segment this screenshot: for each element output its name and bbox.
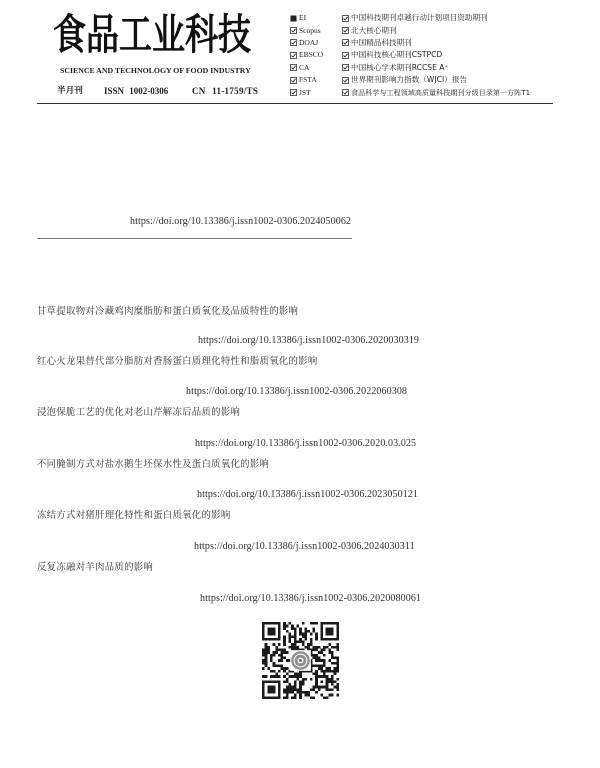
index-item [342, 74, 530, 86]
related-article-title: 甘草提取物对冷藏鸡肉糜脂肪和蛋白质氧化及品质特性的影响 [37, 306, 299, 317]
checked-box-icon [342, 15, 349, 22]
index-item [342, 12, 530, 24]
checked-box-icon [290, 27, 297, 34]
filled-square-icon [290, 15, 297, 22]
index-item [290, 74, 323, 86]
checked-box-icon [290, 64, 297, 71]
related-article-doi-link[interactable]: https://doi.org/10.13386/j.issn1002-0306.2023050121 [197, 489, 419, 500]
index-item [342, 37, 530, 49]
index-label: DOAJ [299, 37, 319, 47]
related-article-doi-link[interactable]: https://doi.org/10.13386/j.issn1002-0306.2022060308 [186, 386, 408, 397]
index-item [290, 24, 323, 36]
cn-number: CN 11-1759/TS [192, 86, 259, 96]
issn-number: ISSN 1002-0306 [104, 86, 169, 96]
journal-english-title: SCIENCE AND TECHNOLOGY OF FOOD INDUSTRY [60, 66, 251, 75]
checked-box-icon [290, 77, 297, 84]
checked-box-icon [342, 52, 349, 59]
qr-code-icon [262, 622, 339, 699]
index-label: 食品科学与工程领域高质量科技期刊分级目录第一方阵T1 [351, 87, 531, 97]
checked-box-icon [290, 52, 297, 59]
index-label: 中国核心学术期刊RCCSE A⁺ [351, 62, 449, 72]
index-item [290, 62, 323, 74]
index-label: FSTA [299, 75, 317, 85]
publication-frequency: 半月刊 [57, 86, 83, 96]
checked-box-icon [342, 39, 349, 46]
related-article-doi-link[interactable]: https://doi.org/10.13386/j.issn1002-0306.2020080061 [200, 593, 422, 604]
doi-divider [37, 238, 352, 239]
checked-box-icon [342, 27, 349, 34]
index-item [342, 49, 530, 61]
index-label: 北大核心期刊 [351, 25, 397, 35]
index-label: 中国精品科技期刊 [351, 37, 412, 47]
checked-box-icon [290, 39, 297, 46]
index-label: 世界期刊影响力指数（WJCI）报告 [351, 75, 468, 85]
index-item [342, 62, 530, 74]
journal-logo: 食品工业科技 [53, 9, 251, 60]
index-label: Scopus [299, 25, 321, 35]
checked-box-icon [342, 89, 349, 96]
related-article-title: 红心火龙果替代部分脂肪对香肠蛋白质理化特性和脂质氧化的影响 [37, 356, 318, 367]
index-label: 中国科技期刊卓越行动计划项目资助期刊 [351, 13, 488, 23]
index-label: 中国科技核心期刊CSTPCD [351, 50, 443, 60]
qr-center-emblem-icon [290, 650, 311, 671]
related-article-title: 冻结方式对猪肝理化特性和蛋白质氧化的影响 [37, 510, 231, 521]
related-article-title: 不同腌制方式对盐水鹅生坯保水性及蛋白质氧化的影响 [37, 459, 270, 470]
index-item [290, 37, 323, 49]
checked-box-icon [290, 89, 297, 96]
index-label: EI [299, 13, 307, 23]
related-article-doi-link[interactable]: https://doi.org/10.13386/j.issn1002-0306.2020030319 [198, 335, 420, 346]
index-item [290, 86, 323, 98]
checked-box-icon [342, 64, 349, 71]
related-article-doi-link[interactable]: https://doi.org/10.13386/j.issn1002-0306.2024030311 [194, 541, 415, 552]
international-index-list [290, 12, 323, 99]
header-divider [37, 103, 553, 104]
related-article-title: 浸泡保脆工艺的优化对老山芹解冻后品质的影响 [37, 407, 241, 418]
related-article-doi-link[interactable]: https://doi.org/10.13386/j.issn1002-0306.2020.03.025 [195, 438, 417, 449]
index-label: EBSCO [299, 50, 324, 60]
index-item [342, 86, 530, 98]
article-doi-link[interactable]: https://doi.org/10.13386/j.issn1002-0306.2024050062 [130, 216, 352, 227]
index-label: JST [299, 87, 311, 97]
related-article-title: 反复冻融对羊肉品质的影响 [37, 562, 154, 573]
checked-box-icon [342, 77, 349, 84]
index-item [342, 24, 530, 36]
index-item [290, 49, 323, 61]
index-label: CA [299, 62, 310, 72]
index-item [290, 12, 323, 24]
chinese-index-list [342, 12, 530, 99]
